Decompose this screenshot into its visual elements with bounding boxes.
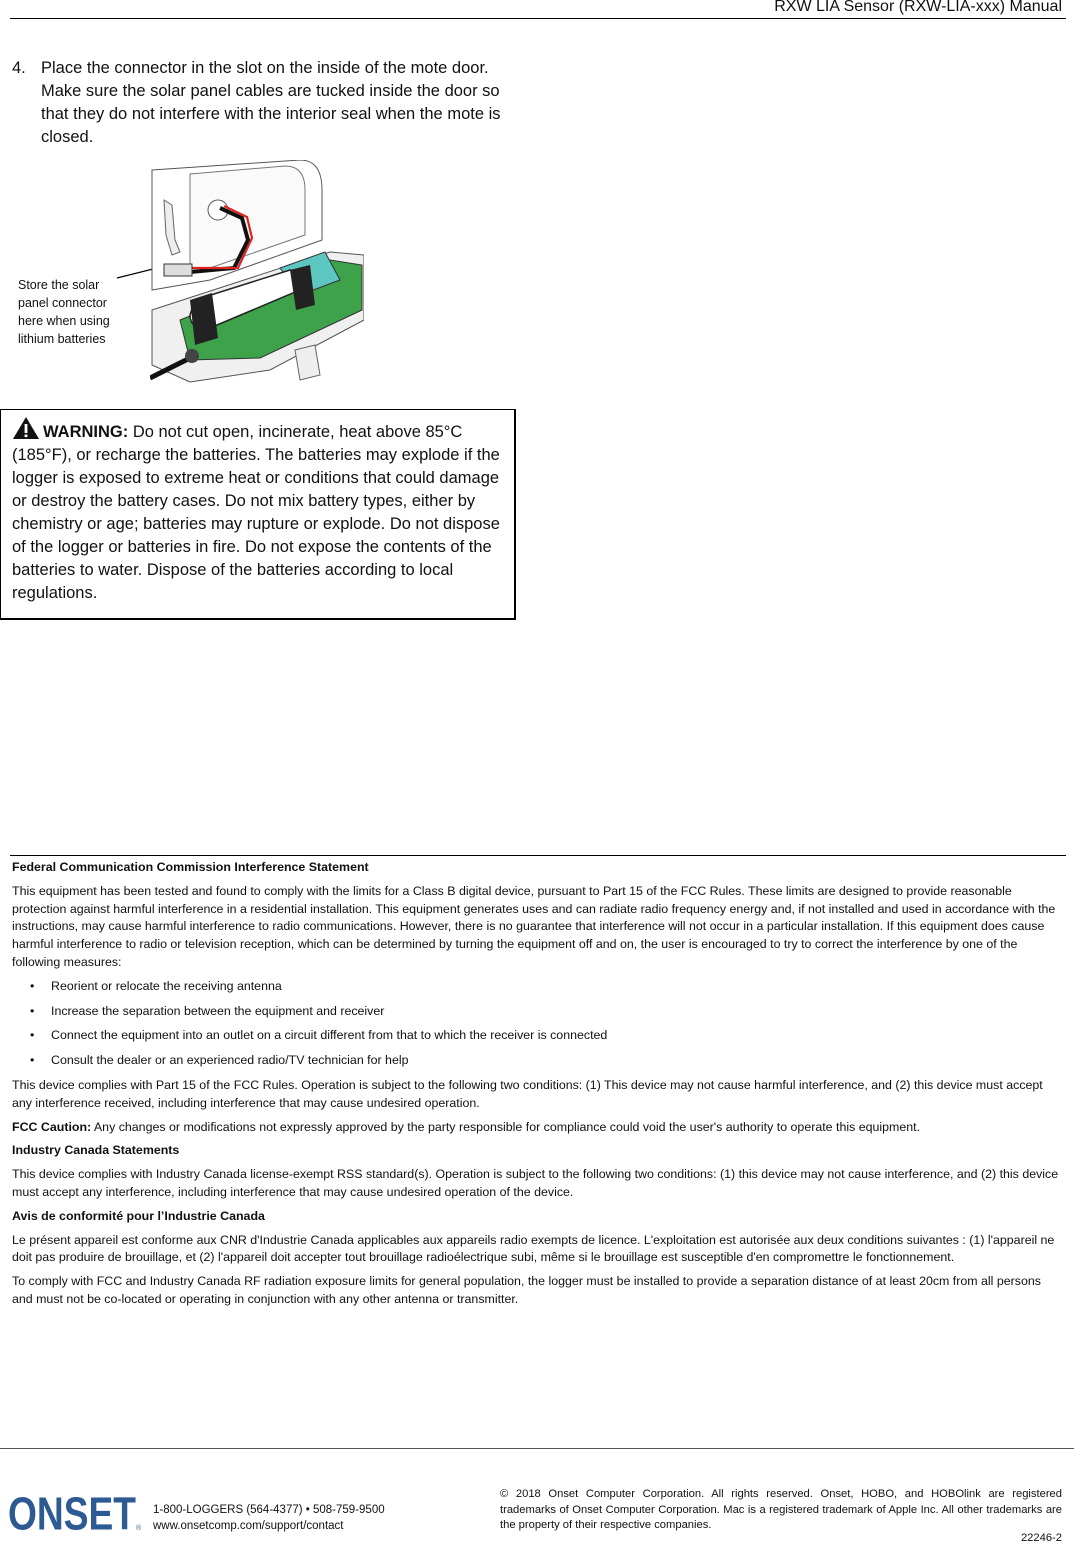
list-item: • Consult the dealer or an experienced radio/TV technician for help bbox=[12, 1052, 1064, 1070]
onset-logo bbox=[8, 1486, 142, 1532]
footer-divider bbox=[0, 1448, 1074, 1449]
figure-callout: Store the solar panel connector here when using lithium batteries bbox=[18, 278, 110, 346]
footer-url[interactable]: www.onsetcomp.com/support/contact bbox=[153, 1519, 344, 1532]
list-item: • Connect the equipment into an outlet on a circuit different from that to which the receiver is connected bbox=[12, 1027, 1064, 1045]
svg-text:ONSET: ONSET bbox=[8, 1488, 137, 1532]
ic-heading: Industry Canada Statements bbox=[12, 1143, 180, 1158]
fr-text: Le présent appareil est conforme aux CNR d'Industrie Canada applicables aux appareils radio exempts de licence. L'exploitation est autorisée aux deux conditions suivantes : (1) l'appareil ne doit pas produire de brouillage, et (2) l'appareil doit accepter tout brouillage radioélectrique subi, même si le brouillage est susceptible d'en compromettre le fonctionnement. bbox=[12, 1232, 1055, 1265]
header-divider bbox=[10, 18, 1066, 19]
rf-exposure-text: To comply with FCC and Industry Canada RF radiation exposure limits for general population, the logger must be installed to provide a separation distance of at least 20cm from all persons and must not be co-located or operating in conjunction with any other antenna or transmitter. bbox=[12, 1274, 1041, 1306]
list-item: • Increase the separation between the equipment and receiver bbox=[12, 1003, 1064, 1021]
fcc-heading: Federal Communication Commission Interference Statement bbox=[12, 860, 369, 874]
fcc-caution-label: FCC Caution: bbox=[12, 1119, 92, 1134]
mote-illustration bbox=[150, 160, 364, 388]
document-number: 22246-2 bbox=[1020, 1532, 1062, 1544]
ic-text: This device complies with Industry Canada license-exempt RSS standard(s). Operation is subject to the following two conditions: (1) this device may not cause interference, and (2) this device must accept any interference, including interference that may cause undesired operation of the device. bbox=[12, 1167, 1059, 1199]
warning-triangle-icon bbox=[12, 416, 40, 440]
step-4 bbox=[12, 57, 512, 149]
fcc-part15: This device complies with Part 15 of the FCC Rules. Operation is subject to the following two conditions: (1) This device may not cause harmful interference, and (2) this device must accept any interference received, including interference that may cause undesired operation. bbox=[12, 1077, 1043, 1110]
fcc-intro: This equipment has been tested and found to comply with the limits for a Class B digital device, pursuant to Part 15 of the FCC Rules. These limits are designed to provide reasonable protection against harmful interference in a residential installation. This equipment generates uses and can radiate radio frequency energy and, if not installed and used in accordance with the instructions, may cause harmful interference to radio communications. However, there is no guarantee that interference will not occur in a particular installation. If this equipment does cause harmful interference to radio or television reception, which can be determined by turning the equipment off and on, the user is encouraged to try to correct the interference by one of the following measures: bbox=[12, 883, 1056, 969]
footer-phone: 1-800-LOGGERS (564-4377) • 508-759-9500 bbox=[153, 1504, 385, 1516]
fr-heading: Avis de conformité pour l’Industrie Canada bbox=[12, 1208, 265, 1223]
fcc-divider bbox=[10, 855, 1066, 856]
svg-text:®: ® bbox=[136, 1525, 142, 1532]
fcc-caution bbox=[12, 1119, 1064, 1137]
regulatory-section bbox=[12, 859, 1064, 1315]
warning-label: WARNING: bbox=[43, 423, 129, 441]
footer-copyright: © 2018 Onset Computer Corporation. All rights reserved. Onset, HOBO, and HOBOlink are registered trademarks of Onset Computer Corporation. Mac is a registered trademark of Apple Inc. All other trademarks are the property of their respective companies. bbox=[500, 1488, 1062, 1531]
header-title: RXW LIA Sensor (RXW-LIA-xxx) Manual bbox=[774, 0, 1062, 15]
warning-box bbox=[0, 409, 516, 620]
step-number: 4. bbox=[12, 59, 26, 77]
footer-contact bbox=[153, 1503, 385, 1534]
step-text: Place the connector in the slot on the inside of the mote door. Make sure the solar panel cables are tucked inside the door so that they do not interfere with the interior seal when the mote is closed. bbox=[41, 59, 501, 146]
list-item: • Reorient or relocate the receiving antenna bbox=[12, 978, 1064, 996]
fcc-measures-list bbox=[12, 978, 1064, 1070]
warning-text: Do not cut open, incinerate, heat above 85°C (185°F), or recharge the batteries. The batteries may explode if the logger is exposed to extreme heat or conditions that could damage or destroy the battery cases. Do not mix battery types, either by chemistry or age; batteries may rupture or explode. Do not dispose of the logger or batteries in fire. Do not expose the contents of the batteries to water. Dispose of the batteries according to local regulations. bbox=[12, 423, 500, 602]
fcc-caution-text: Any changes or modifications not expressly approved by the party responsible for compliance could void the user's authority to operate this equipment. bbox=[91, 1119, 921, 1134]
